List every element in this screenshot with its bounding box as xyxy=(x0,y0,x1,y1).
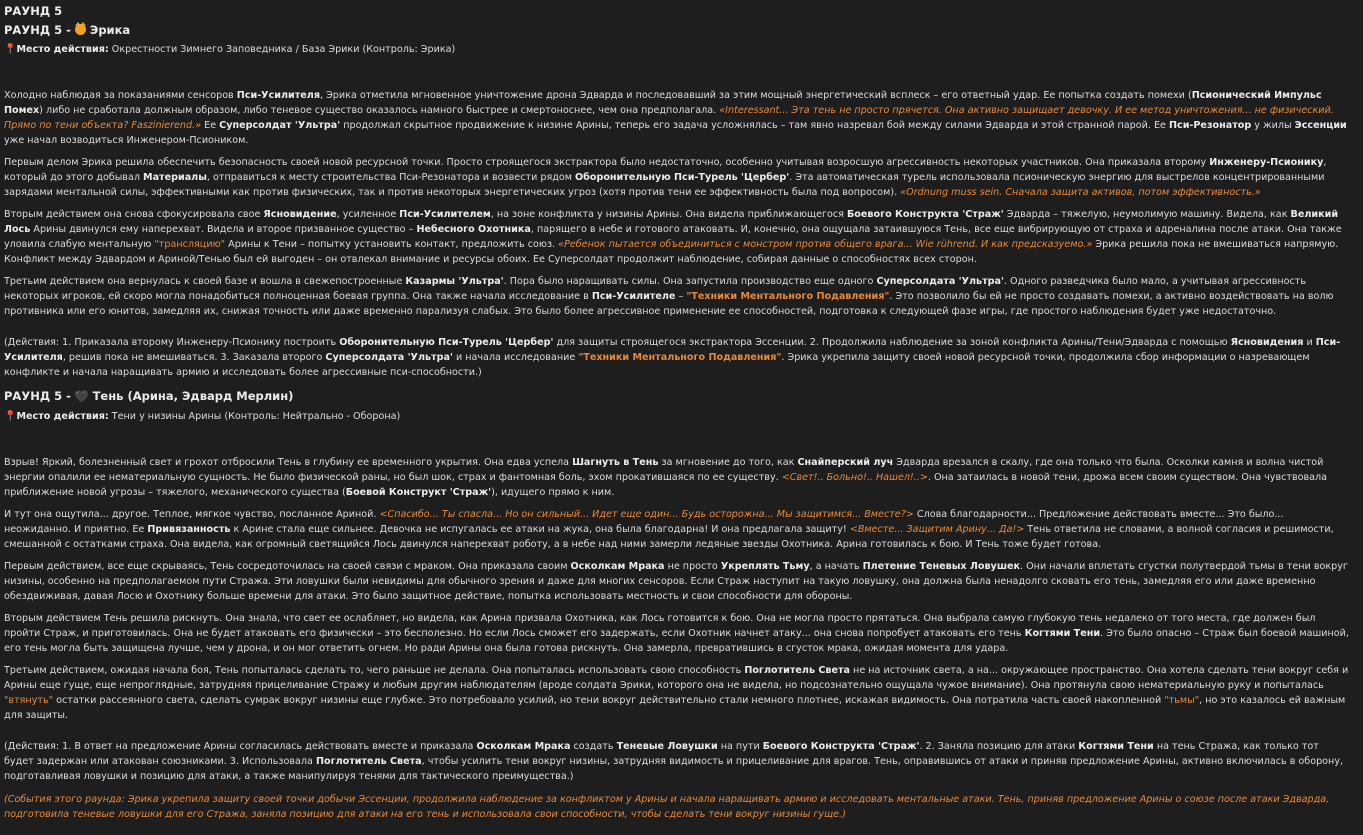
location-value: Окрестности Зимнего Заповедника / База Эрики (Контроль: Эрика) xyxy=(111,44,456,55)
term: Осколкам Мрака xyxy=(570,561,665,572)
term: Суперсолдата 'Ультра' xyxy=(325,352,453,363)
term: Плетение Теневых Ловушек xyxy=(862,561,1021,572)
shadow-paragraph-5: Третьим действием, ожидая начала боя, Тень попыталась сделать то, чего раньше не делала. Она попыталась использовать свою способность Поглотитель Света не на источник света, а на... окружающее пространство. Она хотела сделать тени вокруг себя и Арины еще гуще, еще непроглядные, затрудняя прицеливание Стражу и любым другим наблюдателям (вроде солдата Эрики, которого она не видела, но подсознательно ощущала чужое внимание). Она протянула свою нематериальную руку и попыталась "втянуть" остатки рассеянного света, сделать сумрак вокруг низины еще глубже. Это потребовало усилий, но тени вокруг действительно стали немного плотнее, искажая видимость. Она потратила часть своей накопленной "тьмы", но это казалось ей важным для защиты. xyxy=(4,665,1349,721)
term: Суперсолдат 'Ультра' xyxy=(219,120,341,131)
location-value: Тени у низины Арины (Контроль: Нейтрально - Оборона) xyxy=(111,411,401,422)
erika-location xyxy=(4,42,1351,58)
shadow-paragraph-3: Первым действием, все еще скрываясь, Тень сосредоточилась на своей связи с мраком. Она приказала своим Осколкам Мрака не просто Укреплять Тьму, а начать Плетение Теневых Ловушек. Они начали вплетать сгустки полутвердой тьмы в тени вокруг низины, особенно на предполагаемом пути Стража. Эти ловушки были невидимы для обычного зрения и даже для многих сенсоров. Если Страж наступит на такую ловушку, она должна была ненадолго сковать его тень, замедляя его или даже временно обездвиживая, давая Лосю и Охотнику больше времени для атаки. Это было защитное действие, попытка использовать местность и свои способности для обороны. xyxy=(4,561,1348,602)
term: Оборонительную Пси-Турель 'Цербер' xyxy=(575,172,790,183)
shadow-section-title xyxy=(4,387,1351,406)
term: Поглотитель Света xyxy=(315,756,422,767)
quoted-term: "втянуть" xyxy=(4,695,54,706)
term: Осколкам Мрака xyxy=(476,741,571,752)
erika-paragraph-3: Вторым действием она снова сфокусировала свое Ясновидение, усиленное Пси-Усилителем, на зоне конфликта у низины Арины. Она видела приближающегося Боевого Конструкта 'Страж' Эдварда – тяжелую, неумолимую машину. Видела, как Великий Лось Арины двинулся ему наперехват. Видела и второе призванное существо – Небесного Охотника, парящего в небе и готового атаковать. И, конечно, она ощущала затаившуюся Тень, все еще вибрирующую от страха и адреналина после атаки. Она также уловила слабую ментальную "трансляцию" Арины к Тени – попытку установить контакт, предложить союз. «Ребенок пытается объединиться с монстром против общего врага... Wie rührend. И как предсказуемо.» Эрика решила пока не вмешиваться напрямую. Конфликт между Эдвардом и Ариной/Тенью был ей выгоден – он отвлекал внимание и ресурсы обоих. Ее Суперсолдат продолжит наблюдение, собирая данные о способностях всех сторон. xyxy=(4,209,1342,265)
term: Укреплять Тьму xyxy=(720,561,810,572)
term: Ясновидения xyxy=(1230,337,1304,348)
erika-title-prefix: РАУНД 5 - xyxy=(4,23,71,37)
shadow-title-name: Тень (Арина, Эдвард Мерлин) xyxy=(92,389,294,403)
term: Снайперский луч xyxy=(797,457,894,468)
inner-speech: «Ребенок пытается объединиться с монстром против общего врага... Wie rührend. И как предсказуемо.» xyxy=(558,239,1093,250)
term: Великий Лось xyxy=(4,209,1339,235)
quoted-term: "трансляцию" xyxy=(154,239,226,250)
term: Боевой Конструкт 'Страж' xyxy=(345,487,492,498)
shadow-actions: (Действия: 1. В ответ на предложение Арины согласилась действовать вместе и приказала Осколкам Мрака создать Теневые Ловушки на пути Боевого Конструкта 'Страж'. 2. Заняла позицию для атаки Когтями Тени на тень Стража, как только тот будет задержан или атакован союзниками. 3. Использовала Поглотитель Света, чтобы усилить тени вокруг низины, затрудняя видимость и прицеливание для врагов. Тень, оправившись от атаки и приняв предложение Арины, активно включилась в оборону, подготавливая ловушки и позицию для атаки, а также манипулируя тенями для тактического преимущества.) xyxy=(4,741,1344,782)
shadow-paragraph-4: Вторым действием Тень решила рискнуть. Она знала, что свет ее ослабляет, но видела, как Арина призвала Охотника, как Лось готовится к бою. Она не могла просто прятаться. Она выбрала самую глубокую тень недалеко от того места, где должен был пройти Страж, и приготовилась. Она не будет атаковать его физически – это бесполезно. Но если Лось сможет его задержать, если Охотник начнет атаку... она снова попробует атаковать его тень Когтями Тени. Это было опасно – Страж был боевой машиной, его тень могла быть защищена лучше, чем у дрона, и он мог ответить огнем. Но ради Арины она была готова рискнуть. Она замерла, превратившись в сгусток мрака, ожидая момента для удара. xyxy=(4,613,1349,654)
term: Шагнуть в Тень xyxy=(572,457,659,468)
term: Пси-Усилителя xyxy=(4,337,1341,363)
term: Привязанность xyxy=(147,524,231,535)
inner-speech: «Interessant... Эта тень не просто прячется. Она активно защищает девочку. И ее метод уничтожения... не физический. Прямо по тени объекта? Faszinierend.» xyxy=(4,105,1334,131)
term: Боевого Конструкта 'Страж' xyxy=(762,741,920,752)
term: Небесного Охотника xyxy=(416,224,531,235)
term: Пси-Усилителя xyxy=(236,90,320,101)
term: Суперсолдата 'Ультра' xyxy=(876,276,1004,287)
erika-paragraph-2: Первым делом Эрика решила обеспечить безопасность своей новой ресурсной точки. Просто строящегося экстрактора было недостаточно, особенно учитывая возросшую агрессивность некоторых участников. Она приказала второму Инженеру-Псионику, который до этого добывал Материалы, отправиться к месту строительства Пси-Резонатора и возвести рядом Оборонительную Пси-Турель 'Цербер'. Эта автоматическая турель использовала псионическую энергию для выстрелов концентрированными зарядами ментальной силы, эффективными как против физических, так и против некоторых энергетических угроз (хотя против тени ее эффективность была под вопросом). «Ordnung muss sein. Сначала защита активов, потом эффективность.» xyxy=(4,157,1327,198)
cat-face-icon xyxy=(75,24,86,35)
pin-icon: 📍 xyxy=(4,411,17,422)
shadow-paragraph-2: И тут она ощутила... другое. Теплое, мягкое чувство, посланное Ариной. <Спасибо... Ты спасла... Но он сильный... Идет еще один... Будь осторожна... Мы защитимся... Вместе?> Слова благодарности... Предложение действовать вместе... Это было... неожиданно. И приятно. Ее Привязанность к Арине стала еще сильнее. Девочка не испугалась ее атаки на жука, она была благодарна! И она предлагала защиту! <Вместе... Защитим Арину... Да!> Тень ответила не словами, а волной согласия и решимости, смешанной с остатками страха. Она видела, как огромный светящийся Лось двинулся наперехват роботу, а в небе над ними замерли ледяные звезды Охотника. Арина готовилась к бою. И Тень тоже будет готова. xyxy=(4,509,1334,550)
location-label: Место действия: xyxy=(16,44,109,55)
erika-actions: (Действия: 1. Приказала второму Инженеру-Псионику построить Оборонительную Пси-Турель 'Цербер' для защиты строящегося экстрактора Эссенции. 2. Продолжила наблюдение за зоной конфликта Арины/Тени/Эдварда с помощью Ясновидения и Пси-Усилителя, решив пока не вмешиваться. 3. Заказала второго Суперсолдата 'Ультра' и начала исследование "Техники Ментального Подавления". Эрика укрепила защиту своей новой ресурсной точки, продолжила сбор информации о назревающем конфликте и начала наращивать армию и исследовать более агрессивные пси-способности.) xyxy=(4,337,1341,378)
pin-icon: 📍 xyxy=(4,44,17,55)
term: Поглотитель Света xyxy=(744,665,850,676)
inner-speech: «Ordnung muss sein. Сначала защита активов, потом эффективность.» xyxy=(900,187,1261,198)
black-heart-icon: 🖤 xyxy=(74,390,89,403)
round-header: РАУНД 5 xyxy=(4,4,63,18)
term: Когтями Тени xyxy=(1024,628,1101,639)
inner-speech: <Свет!.. Больно!.. Нашел!..> xyxy=(781,472,928,483)
inner-speech: <Вместе... Защитим Арину... Да!> xyxy=(849,524,1025,535)
term: Оборонительную Пси-Турель 'Цербер' xyxy=(339,337,554,348)
erika-title-name: Эрика xyxy=(89,23,131,37)
term: Боевого Конструкта 'Страж' xyxy=(847,209,1004,220)
erika-paragraph-4: Третьим действием она вернулась к своей базе и вошла в свежепостроенные Казармы 'Ультра'. Пора было наращивать силы. Она запустила производство еще одного Суперсолдата 'Ультра'. Одного разведчика было мало, а учитывая агрессивность некоторых игроков, ей скоро могла понадобиться полноценная боевая группа. Она также начала исследование в Пси-Усилителе – "Техники Ментального Подавления". Это позволило бы ей не просто создавать помехи, а активно воздействовать на волю противника или его юнитов, замедляя их, снижая точность или даже временно парализуя слабых. Это было более агрессивное применение ее способностей, подготовка к следующей фазе игры, где простого наблюдения будет уже недостаточно. xyxy=(4,276,1334,317)
shadow-title-prefix: РАУНД 5 - xyxy=(4,389,71,403)
location-label: Место действия: xyxy=(16,411,109,422)
term: Пси-Усилителе xyxy=(591,291,676,302)
term: Материалы xyxy=(143,172,207,183)
term: Когтями Тени xyxy=(1078,741,1154,752)
term: Пси-Усилителем xyxy=(399,209,491,220)
term: Теневые Ловушки xyxy=(616,741,718,752)
quoted-term: "Техники Ментального Подавления" xyxy=(578,352,782,363)
quoted-term: "Техники Ментального Подавления" xyxy=(686,291,890,302)
erika-paragraph-1: Холодно наблюдая за показаниями сенсоров Пси-Усилителя, Эрика отметила мгновенное уничтожение дрона Эдварда и последовавший за этим мощный энергетический всплеск – его ответный удар. Ее попытка создать помехи (Псионический Импульс Помех) либо не сработала должным образом, либо теневое существо оказалось намного быстрее и смертоноснее, чем она предполагала. «Interessant... Эта тень не просто прячется. Она активно защищает девочку. И ее метод уничтожения... не физический. Прямо по тени объекта? Faszinierend.» Ее Суперсолдат 'Ультра' продолжал скрытное продвижение к низине Арины, теперь его задача усложнялась – там явно назревал бой между силами Эдварда и этой странной парой. Ее Пси-Резонатор у жилы Эссенции уже начал возводиться Инженером-Псиоником. xyxy=(4,90,1347,146)
inner-speech: <Спасибо... Ты спасла... Но он сильный... Идет еще один... Будь осторожна... Мы защитимся... Вместе?> xyxy=(379,509,914,520)
term: Псионический Импульс Помех xyxy=(4,90,1322,116)
erika-section-title xyxy=(4,21,1351,39)
term: Пси-Резонатор xyxy=(1168,120,1252,131)
round-summary: (События этого раунда: Эрика укрепила защиту своей точки добычи Эссенции, продолжила наблюдение за конфликтом у Арины и начала наращивать армию и исследовать ментальные атаки. Тень, приняв предложение Арины о союзе после атаки Эдварда, подготовила теневые ловушки для его Стража, заняла позицию для атаки на его тень и использовала свои способности, чтобы сделать тени вокруг низины гуще.) xyxy=(4,794,1330,820)
term: Инженеру-Псионику xyxy=(1209,157,1324,168)
quoted-term: "тьмы" xyxy=(1164,695,1200,706)
shadow-paragraph-1: Взрыв! Яркий, болезненный свет и грохот отбросили Тень в глубину ее временного укрытия. Она едва успела Шагнуть в Тень за мгновение до того, как Снайперский луч Эдварда врезался в скалу, где она только что была. Осколки камня и волна чистой энергии опалили ее нематериальную сущность. Не было физической раны, но был шок, страх и фантомная боль, эхом прокатившаяся по ее существу. <Свет!.. Больно!.. Нашел!..>. Она затаилась в новой тени, дрожа всем своим существом. Она чувствовала приближение новой угрозы – тяжелого, механического существа (Боевой Конструкт 'Страж'), идущего прямо к ним. xyxy=(4,457,1328,498)
term: Казармы 'Ультра' xyxy=(405,276,504,287)
shadow-location xyxy=(4,409,1351,425)
term: Эссенции xyxy=(1294,120,1347,131)
term: Ясновидение xyxy=(263,209,337,220)
